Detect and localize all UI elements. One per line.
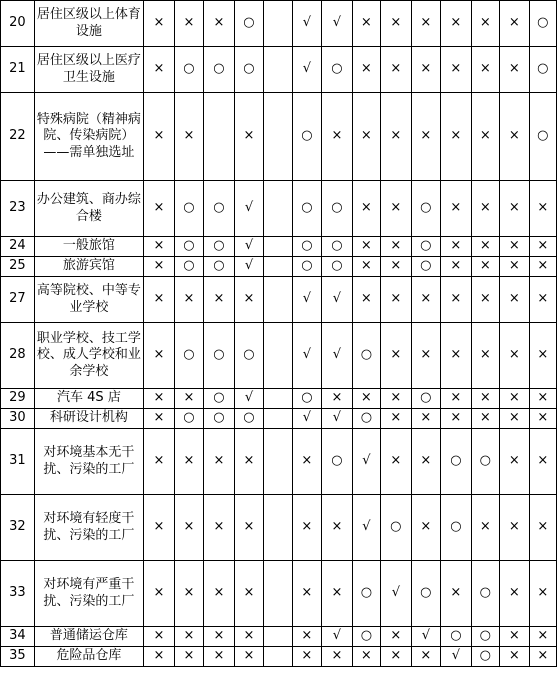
- compatibility-mark: ○: [292, 93, 321, 181]
- compatibility-mark: √: [322, 277, 353, 323]
- table-row: [1, 495, 557, 561]
- compatibility-mark: ×: [529, 495, 556, 561]
- land-use-name: 科研设计机构: [34, 409, 144, 429]
- row-number: 21: [1, 47, 35, 93]
- compatibility-mark: ×: [529, 627, 556, 647]
- compatibility-mark: ×: [174, 93, 203, 181]
- row-number: 24: [1, 237, 35, 257]
- compatibility-mark: ×: [352, 1, 380, 47]
- land-use-name: 汽车 4S 店: [34, 389, 144, 409]
- compatibility-mark: ×: [292, 561, 321, 627]
- compatibility-mark: √: [292, 277, 321, 323]
- compatibility-mark: [204, 93, 235, 181]
- compatibility-mark: ×: [411, 323, 440, 389]
- compatibility-mark: √: [292, 409, 321, 429]
- compatibility-mark: ×: [500, 1, 529, 47]
- compatibility-mark: ×: [500, 237, 529, 257]
- compatibility-mark: ×: [441, 237, 472, 257]
- compatibility-mark: ×: [144, 389, 175, 409]
- compatibility-mark: ×: [529, 181, 556, 237]
- compatibility-mark: ○: [174, 181, 203, 237]
- land-use-name: 旅游宾馆: [34, 257, 144, 277]
- compatibility-mark: ×: [174, 647, 203, 667]
- compatibility-mark: ×: [441, 93, 472, 181]
- compatibility-mark: ○: [322, 47, 353, 93]
- row-number: 23: [1, 181, 35, 237]
- compatibility-mark: √: [292, 47, 321, 93]
- compatibility-mark: ×: [471, 257, 499, 277]
- compatibility-mark: ×: [500, 257, 529, 277]
- compatibility-mark: ×: [500, 627, 529, 647]
- table-body: [1, 1, 557, 667]
- compatibility-mark: ×: [471, 237, 499, 257]
- compatibility-mark: ○: [292, 181, 321, 237]
- compatibility-mark: ×: [381, 627, 412, 647]
- compatibility-mark: ○: [234, 47, 263, 93]
- compatibility-mark: ×: [381, 409, 412, 429]
- compatibility-mark: ×: [381, 47, 412, 93]
- compatibility-mark: ×: [500, 389, 529, 409]
- compatibility-mark: ×: [411, 495, 440, 561]
- compatibility-mark: ×: [144, 409, 175, 429]
- compatibility-mark: √: [322, 409, 353, 429]
- compatibility-mark: ×: [352, 257, 380, 277]
- row-number: 25: [1, 257, 35, 277]
- compatibility-mark: ×: [381, 181, 412, 237]
- compatibility-mark: ×: [411, 1, 440, 47]
- compatibility-mark: ×: [352, 647, 380, 667]
- compatibility-mark: ×: [411, 429, 440, 495]
- compatibility-mark: ×: [174, 1, 203, 47]
- compatibility-mark: ○: [411, 181, 440, 237]
- compatibility-mark: ○: [322, 181, 353, 237]
- compatibility-mark: ×: [471, 47, 499, 93]
- compatibility-mark: ×: [322, 561, 353, 627]
- compatibility-mark: ○: [204, 237, 235, 257]
- compatibility-mark: ×: [381, 1, 412, 47]
- compatibility-mark: ○: [529, 1, 556, 47]
- compatibility-mark: ×: [471, 93, 499, 181]
- compatibility-mark: [264, 323, 292, 389]
- compatibility-mark: [264, 495, 292, 561]
- compatibility-mark: √: [234, 389, 263, 409]
- compatibility-mark: ×: [174, 277, 203, 323]
- compatibility-mark: √: [292, 323, 321, 389]
- compatibility-mark: ×: [411, 47, 440, 93]
- compatibility-mark: ×: [381, 323, 412, 389]
- compatibility-mark: √: [352, 429, 380, 495]
- compatibility-mark: ×: [471, 323, 499, 389]
- compatibility-mark: ×: [352, 237, 380, 257]
- compatibility-mark: ×: [352, 47, 380, 93]
- compatibility-mark: ×: [500, 495, 529, 561]
- compatibility-mark: √: [441, 647, 472, 667]
- compatibility-mark: ×: [500, 561, 529, 627]
- compatibility-mark: ×: [234, 429, 263, 495]
- compatibility-mark: ○: [234, 323, 263, 389]
- compatibility-mark: ×: [174, 561, 203, 627]
- compatibility-mark: ×: [144, 181, 175, 237]
- compatibility-mark: ○: [529, 47, 556, 93]
- compatibility-mark: ×: [352, 181, 380, 237]
- land-use-name: 职业学校、技工学校、成人学校和业余学校: [34, 323, 144, 389]
- compatibility-mark: ×: [322, 93, 353, 181]
- compatibility-mark: ×: [204, 429, 235, 495]
- compatibility-mark: ×: [144, 561, 175, 627]
- compatibility-mark: ×: [500, 277, 529, 323]
- land-use-name: 办公建筑、商办综合楼: [34, 181, 144, 237]
- table-row: [1, 323, 557, 389]
- compatibility-mark: ×: [500, 47, 529, 93]
- compatibility-mark: ○: [352, 561, 380, 627]
- table-row: [1, 257, 557, 277]
- compatibility-mark: ×: [144, 495, 175, 561]
- compatibility-mark: ×: [144, 237, 175, 257]
- compatibility-mark: ×: [234, 93, 263, 181]
- land-use-name: 对环境有轻度干扰、污染的工厂: [34, 495, 144, 561]
- compatibility-mark: ×: [322, 647, 353, 667]
- compatibility-mark: ×: [204, 627, 235, 647]
- compatibility-mark: ×: [381, 93, 412, 181]
- compatibility-mark: ×: [500, 429, 529, 495]
- compatibility-mark: [264, 561, 292, 627]
- compatibility-mark: ○: [322, 429, 353, 495]
- compatibility-mark: ×: [234, 647, 263, 667]
- land-use-name: 对环境基本无干扰、污染的工厂: [34, 429, 144, 495]
- compatibility-mark: ×: [174, 627, 203, 647]
- row-number: 35: [1, 647, 35, 667]
- compatibility-mark: ×: [292, 495, 321, 561]
- compatibility-mark: ○: [411, 389, 440, 409]
- compatibility-mark: ×: [529, 257, 556, 277]
- compatibility-mark: ×: [144, 1, 175, 47]
- land-use-name: 一般旅馆: [34, 237, 144, 257]
- compatibility-mark: ×: [471, 181, 499, 237]
- compatibility-mark: ○: [204, 181, 235, 237]
- compatibility-mark: ×: [411, 409, 440, 429]
- compatibility-mark: [264, 277, 292, 323]
- compatibility-mark: ×: [529, 277, 556, 323]
- compatibility-mark: ×: [441, 1, 472, 47]
- compatibility-mark: ×: [471, 389, 499, 409]
- compatibility-mark: ○: [174, 257, 203, 277]
- compatibility-mark: ×: [441, 389, 472, 409]
- compatibility-mark: ○: [292, 257, 321, 277]
- compatibility-mark: ×: [500, 181, 529, 237]
- compatibility-mark: ×: [411, 277, 440, 323]
- compatibility-mark: ×: [292, 647, 321, 667]
- compatibility-mark: ×: [144, 627, 175, 647]
- land-use-name: 普通储运仓库: [34, 627, 144, 647]
- compatibility-mark: ○: [352, 323, 380, 389]
- table-row: [1, 647, 557, 667]
- compatibility-mark: [264, 181, 292, 237]
- compatibility-mark: [264, 257, 292, 277]
- compatibility-mark: ×: [381, 429, 412, 495]
- compatibility-mark: ×: [441, 561, 472, 627]
- compatibility-mark: ×: [529, 429, 556, 495]
- land-use-name: 高等院校、中等专业学校: [34, 277, 144, 323]
- compatibility-mark: ×: [500, 409, 529, 429]
- compatibility-mark: ○: [204, 257, 235, 277]
- compatibility-mark: ○: [529, 93, 556, 181]
- table-row: [1, 409, 557, 429]
- compatibility-mark: ×: [441, 257, 472, 277]
- compatibility-mark: ×: [529, 389, 556, 409]
- compatibility-mark: ×: [144, 47, 175, 93]
- compatibility-mark: ×: [322, 495, 353, 561]
- table-row: [1, 561, 557, 627]
- compatibility-mark: ×: [500, 93, 529, 181]
- compatibility-mark: ×: [471, 495, 499, 561]
- compatibility-mark: ×: [471, 409, 499, 429]
- table-row: [1, 93, 557, 181]
- compatibility-mark: [264, 93, 292, 181]
- compatibility-mark: ×: [204, 561, 235, 627]
- compatibility-mark: [264, 1, 292, 47]
- compatibility-mark: ×: [529, 409, 556, 429]
- compatibility-mark: ○: [411, 237, 440, 257]
- compatibility-mark: ×: [500, 647, 529, 667]
- compatibility-mark: ×: [204, 647, 235, 667]
- compatibility-mark: √: [322, 1, 353, 47]
- compatibility-mark: ×: [292, 429, 321, 495]
- compatibility-mark: ×: [411, 93, 440, 181]
- compatibility-mark: ×: [529, 647, 556, 667]
- compatibility-mark: √: [322, 323, 353, 389]
- compatibility-mark: ×: [174, 429, 203, 495]
- compatibility-mark: [264, 647, 292, 667]
- compatibility-mark: ×: [292, 627, 321, 647]
- row-number: 33: [1, 561, 35, 627]
- compatibility-mark: √: [234, 181, 263, 237]
- land-use-name: 居住区级以上体育设施: [34, 1, 144, 47]
- compatibility-mark: ×: [174, 495, 203, 561]
- compatibility-mark: ×: [381, 237, 412, 257]
- land-use-name: 特殊病院（精神病院、传染病院）——需单独选址: [34, 93, 144, 181]
- compatibility-mark: ○: [441, 495, 472, 561]
- row-number: 22: [1, 93, 35, 181]
- compatibility-mark: ×: [234, 277, 263, 323]
- row-number: 34: [1, 627, 35, 647]
- compatibility-mark: ○: [204, 323, 235, 389]
- compatibility-mark: ×: [441, 47, 472, 93]
- compatibility-mark: ×: [471, 1, 499, 47]
- land-use-name: 居住区级以上医疗卫生设施: [34, 47, 144, 93]
- compatibility-mark: ×: [144, 429, 175, 495]
- compatibility-mark: √: [352, 495, 380, 561]
- compatibility-mark: ○: [292, 389, 321, 409]
- compatibility-mark: ○: [352, 409, 380, 429]
- compatibility-mark: ×: [529, 323, 556, 389]
- table-row: [1, 181, 557, 237]
- compatibility-mark: ×: [144, 323, 175, 389]
- compatibility-mark: ×: [381, 389, 412, 409]
- row-number: 28: [1, 323, 35, 389]
- compatibility-mark: ○: [174, 323, 203, 389]
- compatibility-mark: ○: [441, 627, 472, 647]
- compatibility-mark: [264, 47, 292, 93]
- compatibility-mark: ×: [381, 277, 412, 323]
- compatibility-mark: ×: [234, 561, 263, 627]
- compatibility-mark: ×: [441, 277, 472, 323]
- compatibility-mark: ○: [204, 389, 235, 409]
- compatibility-mark: ○: [381, 495, 412, 561]
- compatibility-mark: ○: [322, 257, 353, 277]
- compatibility-mark: ○: [352, 627, 380, 647]
- compatibility-mark: ×: [441, 181, 472, 237]
- compatibility-mark: ×: [529, 561, 556, 627]
- compatibility-mark: ×: [352, 277, 380, 323]
- row-number: 20: [1, 1, 35, 47]
- land-use-name: 对环境有严重干扰、污染的工厂: [34, 561, 144, 627]
- compatibility-mark: [264, 627, 292, 647]
- table-row: [1, 47, 557, 93]
- compatibility-mark: ×: [381, 257, 412, 277]
- land-use-name: 危险品仓库: [34, 647, 144, 667]
- compatibility-mark: ×: [500, 323, 529, 389]
- compatibility-mark: ×: [352, 389, 380, 409]
- compatibility-mark: √: [322, 627, 353, 647]
- table-row: [1, 237, 557, 257]
- compatibility-mark: ×: [144, 257, 175, 277]
- compatibility-mark: ×: [234, 495, 263, 561]
- compatibility-mark: ○: [441, 429, 472, 495]
- compatibility-mark: √: [234, 257, 263, 277]
- compatibility-mark: [264, 409, 292, 429]
- compatibility-mark: ○: [234, 409, 263, 429]
- compatibility-mark: ×: [471, 277, 499, 323]
- row-number: 32: [1, 495, 35, 561]
- table-row: [1, 277, 557, 323]
- compatibility-mark: ×: [204, 277, 235, 323]
- compatibility-mark: [264, 237, 292, 257]
- compatibility-mark: ○: [471, 627, 499, 647]
- compatibility-mark: ○: [471, 561, 499, 627]
- compatibility-mark: ○: [204, 47, 235, 93]
- compatibility-mark: √: [381, 561, 412, 627]
- table-row: [1, 627, 557, 647]
- table-row: [1, 389, 557, 409]
- compatibility-mark: ○: [292, 237, 321, 257]
- compatibility-mark: ×: [144, 93, 175, 181]
- compatibility-mark: ×: [204, 495, 235, 561]
- row-number: 29: [1, 389, 35, 409]
- compatibility-mark: ×: [441, 409, 472, 429]
- compatibility-mark: ○: [471, 429, 499, 495]
- compatibility-mark: ○: [204, 409, 235, 429]
- row-number: 27: [1, 277, 35, 323]
- compatibility-mark: ×: [529, 237, 556, 257]
- compatibility-mark: ×: [204, 1, 235, 47]
- compatibility-mark: ○: [471, 647, 499, 667]
- compatibility-mark: [264, 389, 292, 409]
- compatibility-mark: ○: [234, 1, 263, 47]
- compatibility-mark: ×: [441, 323, 472, 389]
- compatibility-mark: ×: [381, 647, 412, 667]
- compatibility-mark: √: [292, 1, 321, 47]
- compatibility-mark: ○: [174, 409, 203, 429]
- table-row: [1, 429, 557, 495]
- compatibility-mark: ○: [174, 47, 203, 93]
- compatibility-mark: ×: [352, 93, 380, 181]
- compatibility-mark: ×: [234, 627, 263, 647]
- table-row: [1, 1, 557, 47]
- compatibility-mark: √: [234, 237, 263, 257]
- compatibility-mark: ○: [174, 237, 203, 257]
- compatibility-mark: √: [411, 627, 440, 647]
- compatibility-mark: ×: [144, 647, 175, 667]
- compatibility-mark: [264, 429, 292, 495]
- compatibility-mark: ○: [411, 561, 440, 627]
- compatibility-mark: ×: [411, 647, 440, 667]
- compatibility-mark: ○: [411, 257, 440, 277]
- compatibility-mark: ×: [144, 277, 175, 323]
- compatibility-mark: ×: [322, 389, 353, 409]
- compatibility-mark: ○: [322, 237, 353, 257]
- compatibility-mark: ×: [174, 389, 203, 409]
- row-number: 31: [1, 429, 35, 495]
- row-number: 30: [1, 409, 35, 429]
